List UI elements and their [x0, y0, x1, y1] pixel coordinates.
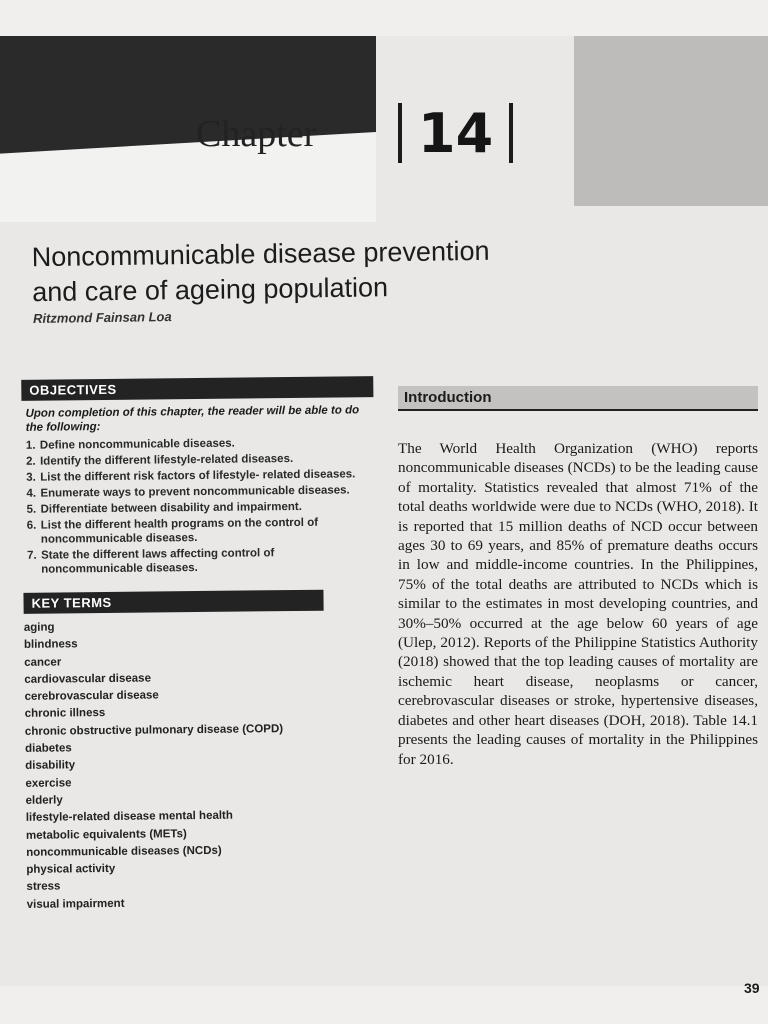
page-number: 39 — [744, 980, 760, 996]
author-name: Ritzmond Fainsan Loa — [32, 309, 172, 326]
objective-item: 7. State the different laws affecting control of noncommunicable diseases. — [26, 547, 275, 576]
key-term: lifestyle-related disease mental health — [25, 809, 233, 825]
objective-item: 5. Differentiate between disability and impairment. — [26, 500, 302, 516]
key-term: stress — [26, 880, 61, 894]
right-column — [398, 386, 758, 769]
objective-item: 6. List the different health programs on the control of noncommunicable diseases. — [26, 516, 319, 546]
header-gray-box — [574, 36, 768, 206]
key-term: metabolic equivalents (METs) — [25, 827, 187, 842]
key-term: physical activity — [26, 863, 116, 876]
right-bar — [509, 103, 513, 163]
key-terms-block — [23, 590, 326, 914]
title-line-2: and care of ageing population — [32, 272, 389, 308]
title-line-1: Noncommunicable disease prevention — [31, 235, 490, 273]
objective-item: 4. Enumerate ways to prevent noncommunicable diseases. — [26, 484, 350, 500]
objective-item: 2. Identify the different lifestyle-related diseases. — [26, 453, 294, 468]
key-term: chronic obstructive pulmonary disease (COPD) — [24, 722, 284, 738]
introduction-body: The World Health Organization (WHO) reports noncommunicable diseases (NCDs) to be the leading cause of mortality. Statistics revealed that almost 71% of the total deaths worldwide were due to NCDs (WHO, 2018). It is reported that 15 million deaths of NCD occur between ages 30 to 69 years, and 85% of premature deaths occurs in low and middle-income countries. In the Philippines, 75% of the total deaths are attributed to NCDs which is similar to the estimates in most developing countries, and 30%–50% occurred at the age below 60 years of age (Ulep, 2012). Reports of the Philippine Statistics Authority (2018) showed that the top leading causes of mortality are ischemic heart disease, neoplasms or cancer, cerebrovascular diseases or stroke, hypertensive diseases, diabetes and other heart diseases (DOH, 2018). Table 14.1 presents the leading causes of mortality in the Philippines for 2016. — [398, 440, 758, 768]
key-term: noncommunicable diseases (NCDs) — [26, 844, 222, 859]
key-term: chronic illness — [24, 707, 106, 721]
key-term: visual impairment — [26, 897, 125, 911]
chapter-title — [32, 232, 633, 310]
key-term: diabetes — [25, 742, 72, 755]
key-terms-heading: KEY TERMS — [23, 590, 323, 614]
objectives-heading: OBJECTIVES — [21, 376, 373, 401]
chapter-label: Chapter — [196, 113, 317, 155]
book-page — [0, 36, 768, 996]
objective-item: 3. List the different risk factors of lifestyle- related diseases. — [26, 468, 356, 484]
key-term: cancer — [24, 656, 62, 669]
key-term: aging — [23, 621, 55, 634]
key-term: exercise — [25, 777, 72, 790]
key-term: blindness — [23, 638, 78, 652]
objectives-list — [22, 435, 375, 577]
objectives-intro: Upon completion of this chapter, the reader will be able to do the following: — [25, 404, 360, 434]
chapter-number: 14 — [418, 101, 494, 165]
key-terms-list — [24, 617, 327, 914]
key-term: elderly — [25, 794, 63, 807]
left-column — [21, 376, 379, 914]
key-term: disability — [25, 759, 76, 773]
objective-item: 1. Define noncommunicable diseases. — [25, 437, 235, 452]
left-bar — [398, 103, 402, 163]
introduction-heading: Introduction — [398, 386, 758, 411]
key-term: cerebrovascular disease — [24, 689, 159, 704]
key-term: cardiovascular disease — [24, 672, 152, 686]
chapter-number-block — [398, 102, 513, 164]
